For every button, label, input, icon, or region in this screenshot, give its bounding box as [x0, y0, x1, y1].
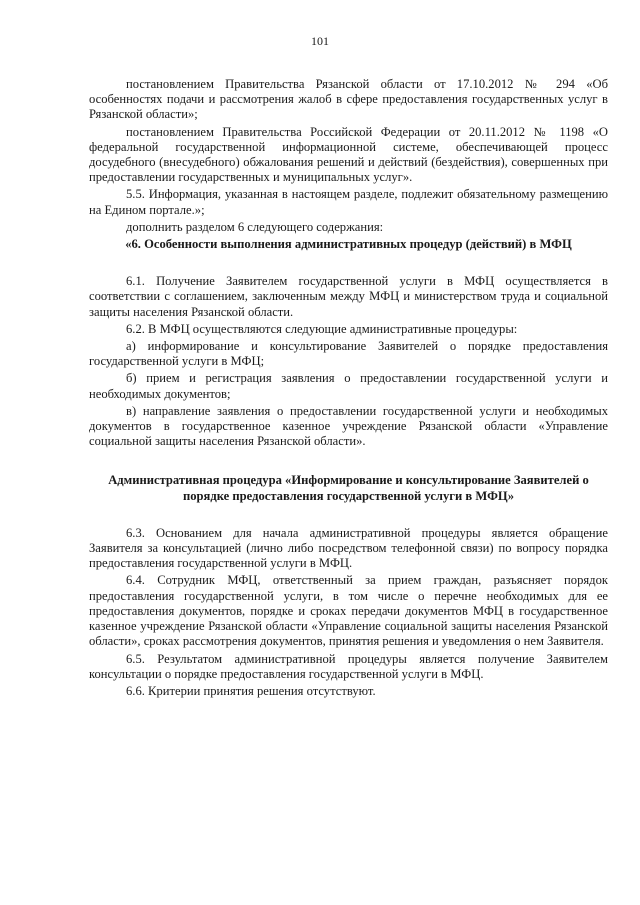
paragraph: в) направление заявления о предоставлении государственной услуги и необходимых документов в государственное казенное учреждение Рязанской области «Управление социальной защиты населения Рязанской области». — [89, 403, 608, 449]
paragraph: 6.1. Получение Заявителем государственной услуги в МФЦ осуществляется в соответствии с соглашением, заключенным между МФЦ и министерством труда и социальной защиты населения Рязанской области. — [89, 274, 608, 319]
paragraph: дополнить разделом 6 следующего содержания: — [126, 219, 384, 234]
paragraph: 5.5. Информация, указанная в настоящем разделе, подлежит обязательному размещению на Едином портале.»; — [89, 187, 608, 217]
paragraph: 6.2. В МФЦ осуществляются следующие административные процедуры: — [126, 321, 518, 336]
page-number: 101 — [311, 34, 329, 48]
paragraph: 6.6. Критерии принятия решения отсутствуют. — [126, 683, 376, 698]
document-body — [89, 77, 608, 701]
paragraph: 6.3. Основанием для начала административной процедуры является обращение Заявителя за консультацией (лично либо посредством телефонной связи) по вопросу порядка предоставления государственной услуги в МФЦ. — [89, 525, 608, 571]
procedure-title: Административная процедура «Информирование и консультирование Заявителей о порядке предоставления государственной услуги в МФЦ» — [108, 473, 589, 503]
section-6-title: «6. Особенности выполнения административных процедур (действий) в МФЦ — [125, 237, 572, 252]
paragraph: 6.5. Результатом административной процедуры является получение Заявителем консультации о порядке предоставления государственной услуги в МФЦ. — [89, 651, 608, 681]
paragraph: б) прием и регистрация заявления о предоставлении государственной услуги и необходимых документов; — [89, 371, 608, 401]
paragraph: постановлением Правительства Рязанской области от 17.10.2012 № 294 «Об особенностях подачи и рассмотрения жалоб в сфере предоставления государственных услуг в Рязанской области»; — [89, 77, 608, 122]
paragraph: 6.4. Сотрудник МФЦ, ответственный за прием граждан, разъясняет порядок предоставления государственной услуги, в том числе о перечне необходимых для ее предоставления документов, порядке и сроках передачи документов МФЦ в государственное казенное учреждение Рязанской области «Управление социальной защиты населения Рязанской области», сроках рассмотрения документов, принятия решения и уведомления о нем Заявителя. — [89, 573, 608, 649]
paragraph: постановлением Правительства Российской Федерации от 20.11.2012 № 1198 «О федеральной государственной информационной системе, обеспечивающей процесс досудебного (внесудебного) обжалования решений и действий (бездействия), совершенных при предоставлении государственных и муниципальных услуг». — [89, 124, 608, 185]
paragraph: а) информирование и консультирование Заявителей о порядке предоставления государственной услуги в МФЦ; — [89, 339, 608, 369]
